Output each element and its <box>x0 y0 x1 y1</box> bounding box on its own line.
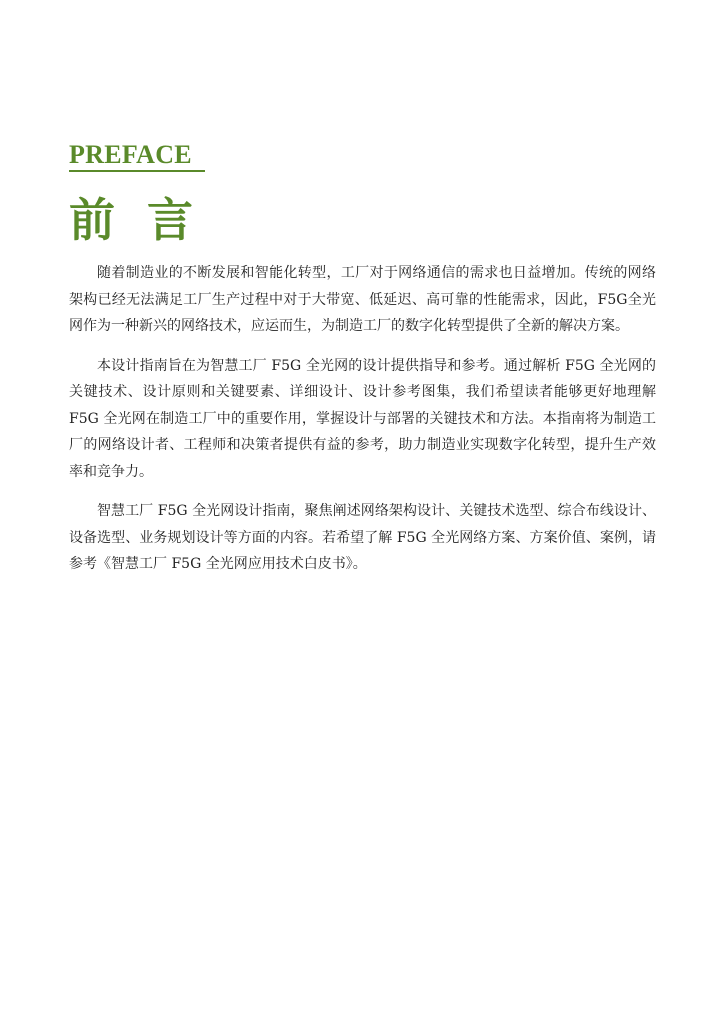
preface-chinese-title: 前言 <box>69 193 225 247</box>
title-underline <box>69 170 205 172</box>
paragraph-purpose: 本设计指南旨在为智慧工厂 F5G 全光网的设计提供指导和参考。通过解析 F5G 全光网的关键技术、设计原则和关键要素、详细设计、设计参考图集，我们希望读者能够更好地理解 F5G 全光网在制造工厂中的重要作用，掌握设计与部署的关键技术和方法。本指南将为制造工厂的网络设计者、工程师和决策者提供有益的参考，助力制造业实现数字化转型，提升生产效率和竞争力。 <box>69 357 656 480</box>
paragraph-scope: 智慧工厂 F5G 全光网设计指南，聚焦阐述网络架构设计、关键技术选型、综合布线设计、设备选型、业务规划设计等方面的内容。若希望了解 F5G 全光网络方案、方案价值、案例，请参考《智慧工厂 F5G 全光网应用技术白皮书》。 <box>69 503 656 572</box>
paragraph-intro: 随着制造业的不断发展和智能化转型，工厂对于网络通信的需求也日益增加。传统的网络架构已经无法满足工厂生产过程中对于大带宽、低延迟、高可靠的性能需求，因此，F5G全光网作为一种新兴的网络技术，应运而生，为制造工厂的数字化转型提供了全新的解决方案。 <box>69 265 656 334</box>
preface-english-title: PREFACE <box>69 140 192 169</box>
preface-body <box>69 260 656 591</box>
